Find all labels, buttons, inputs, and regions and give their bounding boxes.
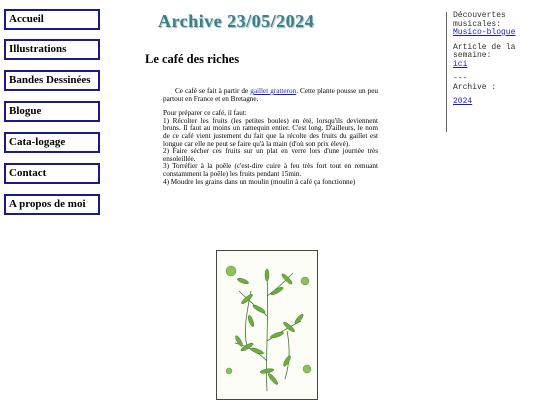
step-1: 1) Récolter les fruits (les petites boules) en été, lorsqu'ils deviennent bruns. Il faut au moins un ramequin entier. C'est long. D'ailleurs, le nom de ce café vient justement du fait que la récolte des fruits du gaillet est longue car elle ne peut se faire qu'à la main (d'où son prix élevé). [163, 116, 378, 148]
page-title: Archive 23/05/2024 [158, 11, 315, 31]
step-4: 4) Moudre les grains dans un moulin (moulin à café ça fonctionne) [163, 177, 356, 186]
article-title: Le café des riches [145, 52, 240, 66]
article-week-label: Article de la semaine: [453, 42, 516, 60]
nav-contact[interactable]: Contact [4, 163, 100, 184]
discoveries-label: Découvertes musicales: [453, 11, 506, 29]
archive-year-block [453, 98, 538, 107]
intro-text-after: . Cette plante pousse un peu partout en France et en Bretagne. [163, 87, 378, 103]
archive-2024-link[interactable]: 2024 [453, 97, 473, 106]
nav-cata-logage[interactable]: Cata-logage [4, 132, 100, 153]
article-body [163, 88, 378, 186]
article-week-link[interactable]: ici [453, 59, 468, 69]
gaillet-link[interactable]: gaillet gratteron [250, 87, 297, 95]
nav-bandes-dessinees[interactable]: Bandes Dessinées [4, 70, 100, 91]
nav-accueil[interactable]: Accueil [4, 9, 100, 30]
nav-blogue[interactable]: Blogue [4, 101, 100, 122]
main-navigation [4, 9, 100, 225]
discoveries-block [453, 12, 538, 38]
separator: --- [453, 74, 468, 83]
archive-block [453, 75, 538, 92]
step-2: 2) Faire sécher ces fruits sur un plat en verre lors d'une journée très ensoleillée. [163, 147, 378, 163]
article-week-block [453, 44, 538, 70]
right-sidebar [446, 12, 538, 132]
article-intro [163, 88, 378, 103]
steps-intro: Pour préparer ce café, il faut: [163, 109, 247, 118]
step-3: 3) Torréfier à la poêle (c'est-dire cuire à feu très fort tout en remuant constamment la poêle) les fruits pendant 15min. [163, 162, 378, 178]
nav-illustrations[interactable]: Illustrations [4, 39, 100, 60]
intro-text-before: Ce café se fait à partir de [175, 87, 251, 95]
steps-list [163, 110, 378, 186]
botanical-illustration [216, 250, 318, 400]
nav-a-propos[interactable]: A propos de moi [4, 194, 100, 215]
plant-drawing [217, 251, 317, 399]
musico-blogue-link[interactable]: Musico-blogue [453, 28, 516, 37]
archive-label: Archive : [453, 82, 497, 92]
